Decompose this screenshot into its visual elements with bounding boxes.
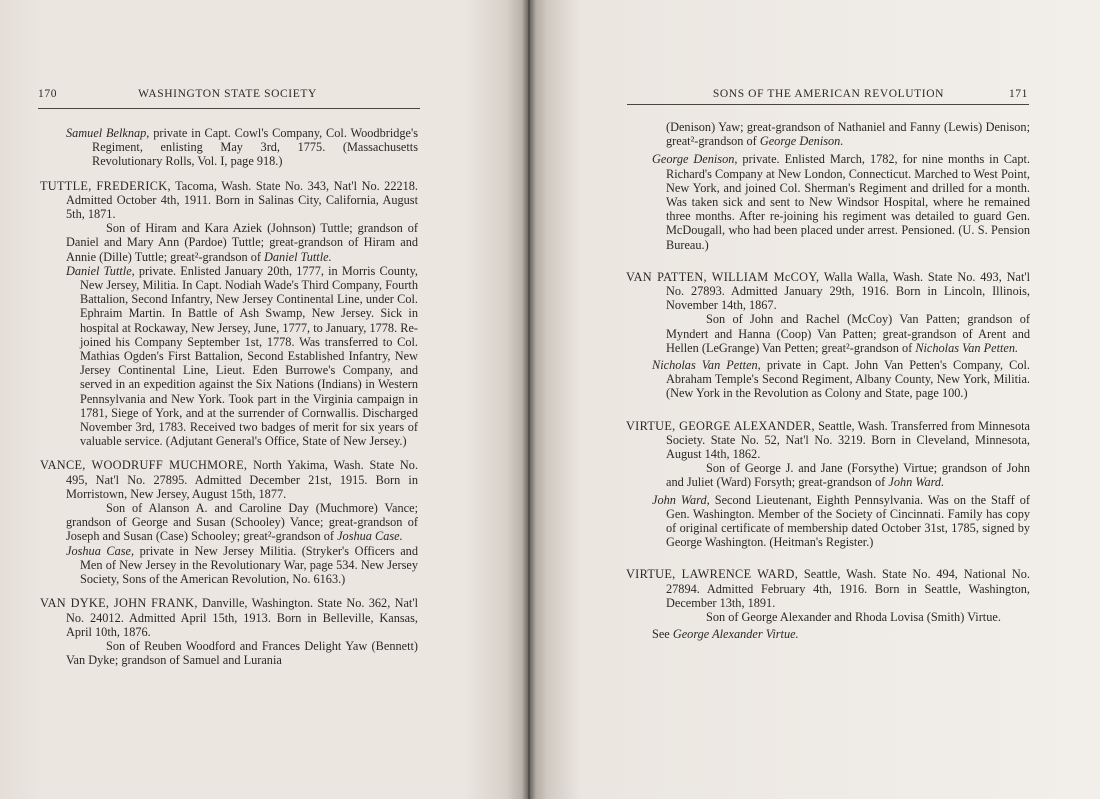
belknap-ancestor-paragraph: Samuel Belknap, private in Capt. Cowl's Company, Col. Woodbridge's Regiment, enlisting May 3rd, 1775. (Massachusetts Revolutionary Rolls, Vol. I, page 918.) [66, 126, 418, 169]
lineage-paragraph: Son of Reuben Woodford and Frances Delight Yaw (Bennett) Van Dyke; grandson of Samuel and Lurania [66, 638, 418, 668]
ancestor-name: Joshua Case, [66, 543, 135, 558]
page-number: 171 [1008, 88, 1028, 100]
left-page-text [40, 126, 418, 667]
left-running-head [38, 88, 418, 106]
page-number: 170 [38, 88, 58, 100]
entry-details: No. 362, Nat'l No. 24012. Admitted April 15th, 1913. Born in Belleville, Kansas, April 10th, 1876. [66, 596, 418, 639]
member-entry [626, 567, 1030, 641]
ancestor-paragraph: John Ward, Second Lieutenant, Eighth Pennsylvania. Was on the Staff of Gen. Washington. Member of the Society of Cincinnati. Family has copy of original certificate of membership dated October 31st, 1785, signed by George Washington. (Heitman's Register.) [652, 492, 1030, 550]
entry-heading: TUTTLE, FREDERICK, Tacoma, Wash. State No. 343, Nat'l No. 22218. Admitted October 4th, 1911. Born in Salinas City, California, August 5th, 1871. [40, 178, 419, 222]
entry-heading: VIRTUE, GEORGE ALEXANDER, Seattle, Wash. Transferred from Minnesota Society. State No. 52, Nat'l No. 3219. Born in Cleveland, Minnesota, August 14th, 1862. [626, 418, 1030, 462]
lineage-paragraph: Son of Hiram and Kara Aziek (Johnson) Tuttle; grandson of Daniel and Mary Ann (Pardoe) Tuttle; great-grandson of Hiram and Annie (Dille) Tuttle; great²-grandson of Daniel Tuttle. [66, 221, 418, 264]
header-rule [627, 104, 1029, 105]
entry-details: State No. 495, Nat'l No. 27895. Admitted December 21st, 1915. Born in Morristown, New Jersey, August 15th, 1877. [66, 458, 419, 501]
entry-details: Nat'l No. 22218. Admitted October 4th, 1911. Born in Salinas City, California, August 5th, 1871. [66, 178, 419, 222]
entry-heading: VAN DYKE, JOHN FRANK, Danville, Washington. State No. 362, Nat'l No. 24012. Admitted April 15th, 1913. Born in Belleville, Kansas, April 10th, 1876. [40, 596, 418, 639]
member-name: VANCE, WOODRUFF MUCHMORE, [40, 458, 248, 473]
lineage-paragraph: Son of Alanson A. and Caroline Day (Muchmore) Vance; grandson of George and Susan (Schooley) Vance; great-grandson of Joseph and Susan (Case) Schooley; great²-grandson of Joshua Case. [66, 501, 418, 544]
member-entry [40, 458, 418, 586]
entry-details: State No. 493, Nat'l No. 27893. Admitted January 29th, 1916. Born in Lincoln, Illinois, November 14th, 1867. [666, 269, 1030, 313]
member-name: VAN PATTEN, WILLIAM McCOY, [626, 269, 820, 284]
ancestor-paragraph: Nicholas Van Petten, private in Capt. John Van Petten's Company, Col. Abraham Temple's Second Regiment, Albany County, New York, Militia. (New York in the Revolution as Colony and State, page 100.) [652, 358, 1030, 401]
book-gutter [522, 0, 536, 799]
running-head-title: WASHINGTON STATE SOCIETY [138, 88, 317, 100]
left-page [0, 0, 528, 799]
lineage-paragraph: Son of John and Rachel (McCoy) Van Patten; grandson of Myndert and Hanna (Coop) Van Patten; great-grandson of Arent and Hellen (LeGrange) Van Petten; great²-grandson of Nicholas Van Petten. [666, 312, 1030, 355]
continuation-paragraph: (Denison) Yaw; great-grandson of Nathaniel and Fanny (Lewis) Denison; great²-grandson of George Denison. [666, 120, 1030, 149]
member-name: VIRTUE, GEORGE ALEXANDER, [626, 418, 815, 433]
entry-heading: VAN PATTEN, WILLIAM McCOY, Walla Walla, Wash. State No. 493, Nat'l No. 27893. Admitted January 29th, 1916. Born in Lincoln, Illinois, November 14th, 1867. [626, 269, 1030, 313]
member-name: TUTTLE, FREDERICK, [40, 178, 171, 193]
ancestor-name: Daniel Tuttle, [66, 263, 135, 278]
ancestor-name: John Ward, [652, 492, 710, 507]
member-entry [626, 270, 1030, 401]
entry-heading: VIRTUE, LAWRENCE WARD, Seattle, Wash. State No. 494, National No. 27894. Admitted February 4th, 1916. Born in Seattle, Washington, December 13th, 1891. [626, 567, 1031, 610]
member-name: VAN DYKE, JOHN FRANK, [40, 596, 198, 611]
right-page [530, 0, 1100, 799]
ancestor-paragraph: Joshua Case, private in New Jersey Militia. (Stryker's Officers and Men of New Jersey in the Revolutionary War, page 534. New Jersey Society, Sons of the American Revolution, No. 6163.) [66, 543, 418, 587]
member-entry [40, 596, 418, 667]
lineage-paragraph: Son of George Alexander and Rhoda Lovisa (Smith) Virtue. [706, 610, 1001, 625]
header-rule [38, 108, 420, 109]
ancestor-name: George Denison, [652, 152, 738, 167]
ancestor-paragraph: George Denison, private. Enlisted March, 1782, for nine months in Capt. Richard's Company at New London, Connecticut. Marched to West Point, New York, and joined Col. Sherman's Regiment and drilled for a month. Was taken sick and sent to New Windsor Hospital, where he remained three months. After re-joining his regiment was detailed to guard Gen. McDougall, who had been placed under arrest. Pensioned. (U. S. Pension Bureau.) [652, 152, 1031, 252]
see-reference: See George Alexander Virtue. [652, 627, 799, 642]
ancestor-name: Nicholas Van Petten, [652, 358, 761, 373]
entry-heading: VANCE, WOODRUFF MUCHMORE, North Yakima, Wash. State No. 495, Nat'l No. 27895. Admitted December 21st, 1915. Born in Morristown, New Jersey, August 15th, 1877. [40, 458, 419, 501]
member-name: VIRTUE, LAWRENCE WARD, [626, 567, 799, 582]
right-page-text [626, 120, 1030, 642]
running-head-title: SONS OF THE AMERICAN REVOLUTION [712, 88, 945, 100]
lineage-paragraph: Son of George J. and Jane (Forsythe) Virtue; grandson of John and Juliet (Ward) Forsyth; great-grandson of John Ward. [666, 461, 1030, 490]
member-entry [626, 419, 1030, 550]
ancestor-paragraph: Daniel Tuttle, private. Enlisted January 20th, 1777, in Morris County, New Jersey, Militia. In Capt. Nodiah Wade's Third Company, Fourth Battalion, Second Infantry, New Jersey Continental Line, under Col. Ephraim Martin. In Battle of Ash Swamp, New Jersey. Sick in hospital at Rockaway, New Jersey, June, 1777, to January, 1778. Re-joined his Company September 1st, 1778. Was transferred to Col. Mathias Ogden's First Battalion, Second Established Infantry, New Jersey Continental Line, Lieut. Eden Burrowe's Company, and served in an expedition against the Six Nations (Indians) in Western Pennsylvania and New York. Took part in the Virginia campaign in 1781, Siege of York, and at the surrender of Cornwallis. Discharged November 3rd, 1783. Received two badges of merit for six years of valuable service. (Adjutant General's Office, State of New Jersey.) [66, 263, 418, 449]
member-entry [40, 179, 418, 449]
